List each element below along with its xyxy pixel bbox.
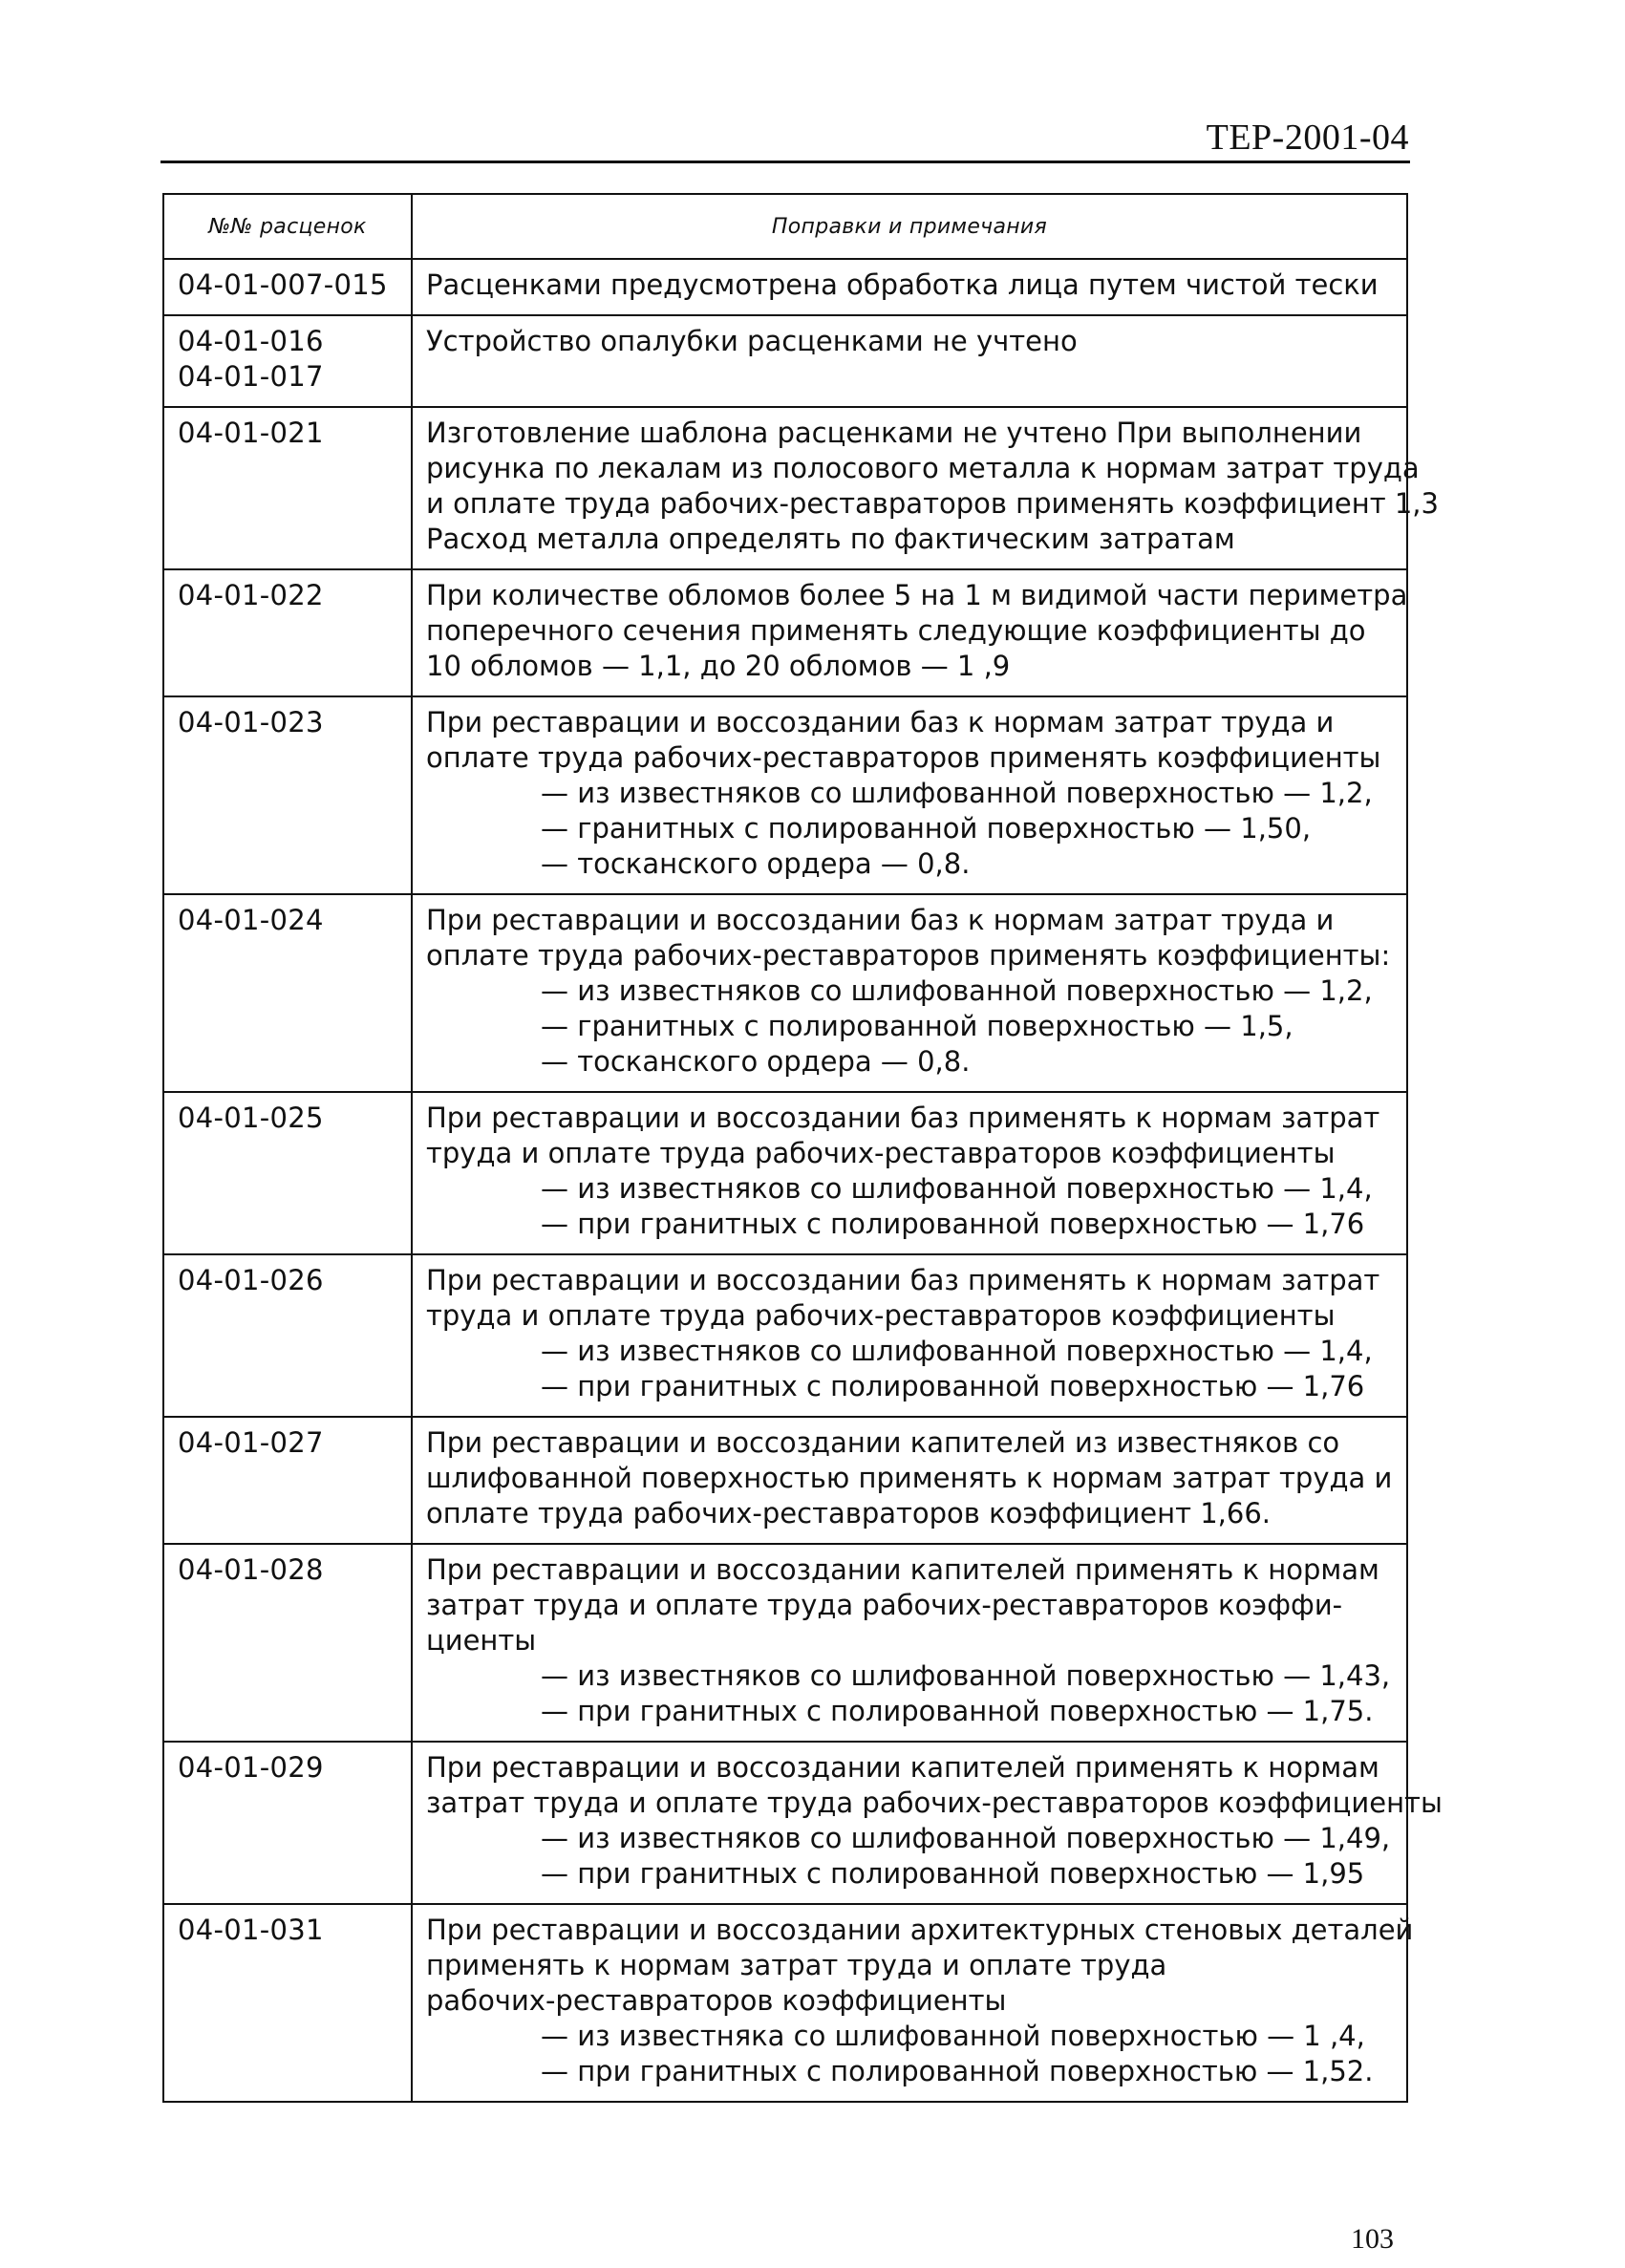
rate-code: 04-01-027 xyxy=(178,1426,324,1459)
rate-code-cell xyxy=(163,1544,412,1742)
table-row xyxy=(163,1254,1407,1417)
rate-code: 04-01-016 xyxy=(178,325,324,357)
note-cell xyxy=(412,696,1407,894)
table-row xyxy=(163,315,1407,407)
note-text-line: При реставрации и воссоздании баз применять к нормам затрат xyxy=(426,1264,1380,1296)
coefficient-item: — из известняков со шлифованной поверхностью — 1,49, xyxy=(541,1822,1391,1854)
column-header-codes: №№ расценок xyxy=(163,194,412,259)
coefficient-item: — тосканского ордера — 0,8. xyxy=(541,1045,971,1078)
note-text-line: При реставрации и воссоздании капителей применять к нормам xyxy=(426,1751,1379,1784)
note-cell xyxy=(412,1417,1407,1544)
table-row xyxy=(163,1417,1407,1544)
table-row xyxy=(163,259,1407,315)
rate-code: 04-01-022 xyxy=(178,579,324,611)
note-text-line: Расценками предусмотрена обработка лица путем чистой тески xyxy=(426,268,1379,301)
note-text-line: При реставрации и воссоздании капителей применять к нормам xyxy=(426,1553,1379,1586)
note-text-line: При реставрации и воссоздании баз к нормам затрат труда и xyxy=(426,706,1335,738)
coefficient-item: — гранитных с полированной поверхностью — 1,50, xyxy=(541,812,1312,845)
note-text-line: При реставрации и воссоздании капителей из известняков со xyxy=(426,1426,1340,1459)
note-text-line: затрат труда и оплате труда рабочих-реставраторов коэффициенты xyxy=(426,1787,1443,1819)
note-cell xyxy=(412,259,1407,315)
coefficient-item: — при гранитных с полированной поверхностью — 1,75. xyxy=(541,1695,1374,1727)
note-text-line: Устройство опалубки расценками не учтено xyxy=(426,325,1078,357)
coefficient-item: — при гранитных с полированной поверхностью — 1,52. xyxy=(541,2055,1374,2087)
note-text-line: труда и оплате труда рабочих-реставраторов коэффициенты xyxy=(426,1299,1336,1332)
note-text-line: рабочих-реставраторов коэффициенты xyxy=(426,1984,1007,2017)
coefficient-item: — из известняка со шлифованной поверхностью — 1 ,4, xyxy=(541,2020,1365,2052)
rate-code-cell xyxy=(163,315,412,407)
note-text-line: 10 обломов — 1,1, до 20 обломов — 1 ,9 xyxy=(426,650,1011,682)
table-row xyxy=(163,1544,1407,1742)
note-text-line: Расход металла определять по фактическим затратам xyxy=(426,523,1235,555)
coefficient-item: — из известняков со шлифованной поверхностью — 1,4, xyxy=(541,1172,1373,1205)
coefficient-item: — при гранитных с полированной поверхностью — 1,95 xyxy=(541,1857,1365,1890)
note-text-line: При реставрации и воссоздании архитектурных стеновых деталей xyxy=(426,1914,1414,1946)
coefficient-item: — тосканского ордера — 0,8. xyxy=(541,847,971,880)
note-text-line: циенты xyxy=(426,1624,537,1657)
coefficient-item: — из известняков со шлифованной поверхностью — 1,2, xyxy=(541,974,1373,1007)
table-row xyxy=(163,1904,1407,2102)
note-cell xyxy=(412,1254,1407,1417)
rate-code-cell xyxy=(163,1417,412,1544)
note-text-line: рисунка по лекалам из полосового металла к нормам затрат труда xyxy=(426,452,1420,484)
table-header-row xyxy=(163,194,1407,259)
coefficient-item: — гранитных с полированной поверхностью — 1,5, xyxy=(541,1010,1294,1042)
table-row xyxy=(163,1742,1407,1904)
note-text-line: шлифованной поверхностью применять к нормам затрат труда и xyxy=(426,1462,1393,1494)
note-cell xyxy=(412,1742,1443,1904)
rate-code: 04-01-025 xyxy=(178,1102,324,1134)
note-text-line: и оплате труда рабочих-реставраторов применять коэффициент 1,3 xyxy=(426,487,1439,520)
table-row xyxy=(163,1092,1407,1254)
note-cell xyxy=(412,407,1439,569)
rate-code-cell xyxy=(163,1254,412,1417)
coefficient-item: — из известняков со шлифованной поверхностью — 1,2, xyxy=(541,777,1373,809)
coefficient-item: — из известняков со шлифованной поверхностью — 1,4, xyxy=(541,1335,1373,1367)
note-text-line: оплате труда рабочих-реставраторов применять коэффициенты xyxy=(426,741,1381,774)
note-cell xyxy=(412,1544,1407,1742)
coefficient-item: — при гранитных с полированной поверхностью — 1,76 xyxy=(541,1208,1365,1240)
rate-code: 04-01-031 xyxy=(178,1914,324,1946)
rate-code: 04-01-023 xyxy=(178,706,324,738)
coefficient-item: — из известняков со шлифованной поверхностью — 1,43, xyxy=(541,1659,1391,1692)
note-text-line: затрат труда и оплате труда рабочих-реставраторов коэффи- xyxy=(426,1589,1343,1621)
note-text-line: оплате труда рабочих-реставраторов применять коэффициенты: xyxy=(426,939,1391,972)
rate-code-cell xyxy=(163,894,412,1092)
note-cell xyxy=(412,894,1407,1092)
note-text-line: поперечного сечения применять следующие коэффициенты до xyxy=(426,614,1366,647)
document-code: ТЕР-2001-04 xyxy=(1206,118,1409,158)
rate-code: 04-01-024 xyxy=(178,904,324,936)
rate-code: 04-01-021 xyxy=(178,417,324,449)
note-cell xyxy=(412,315,1407,407)
table-row xyxy=(163,696,1407,894)
table-row xyxy=(163,569,1407,696)
rate-code: 04-01-028 xyxy=(178,1553,324,1586)
rate-code-cell xyxy=(163,407,412,569)
rate-code-cell xyxy=(163,1742,412,1904)
column-header-notes: Поправки и примечания xyxy=(412,194,1407,259)
rate-code-cell xyxy=(163,696,412,894)
table-row xyxy=(163,894,1407,1092)
note-cell xyxy=(412,1904,1414,2102)
note-text-line: При реставрации и воссоздании баз к нормам затрат труда и xyxy=(426,904,1335,936)
note-text-line: При реставрации и воссоздании баз применять к нормам затрат xyxy=(426,1102,1380,1134)
note-text-line: Изготовление шаблона расценками не учтено При выполнении xyxy=(426,417,1362,449)
page-number: 103 xyxy=(1351,2223,1394,2255)
rate-code-cell xyxy=(163,1092,412,1254)
rate-code-cell xyxy=(163,569,412,696)
rates-table xyxy=(162,193,1443,2103)
note-text-line: труда и оплате труда рабочих-реставраторов коэффициенты xyxy=(426,1137,1336,1169)
note-text-line: применять к нормам затрат труда и оплате труда xyxy=(426,1949,1167,1981)
rate-code: 04-01-026 xyxy=(178,1264,324,1296)
rate-code: 04-01-007-015 xyxy=(178,268,388,301)
header-rule xyxy=(160,160,1410,163)
note-text-line: оплате труда рабочих-реставраторов коэффициент 1,66. xyxy=(426,1497,1272,1530)
rate-code: 04-01-029 xyxy=(178,1751,324,1784)
rate-code-cell xyxy=(163,259,412,315)
rates-table-container xyxy=(162,193,1443,2103)
note-text-line: При количестве обломов более 5 на 1 м видимой части периметра xyxy=(426,579,1408,611)
coefficient-item: — при гранитных с полированной поверхностью — 1,76 xyxy=(541,1370,1365,1402)
table-row xyxy=(163,407,1407,569)
rate-code-cell xyxy=(163,1904,412,2102)
rate-code: 04-01-017 xyxy=(178,360,324,393)
note-cell xyxy=(412,1092,1407,1254)
note-cell xyxy=(412,569,1407,696)
table-body xyxy=(163,259,1443,2102)
